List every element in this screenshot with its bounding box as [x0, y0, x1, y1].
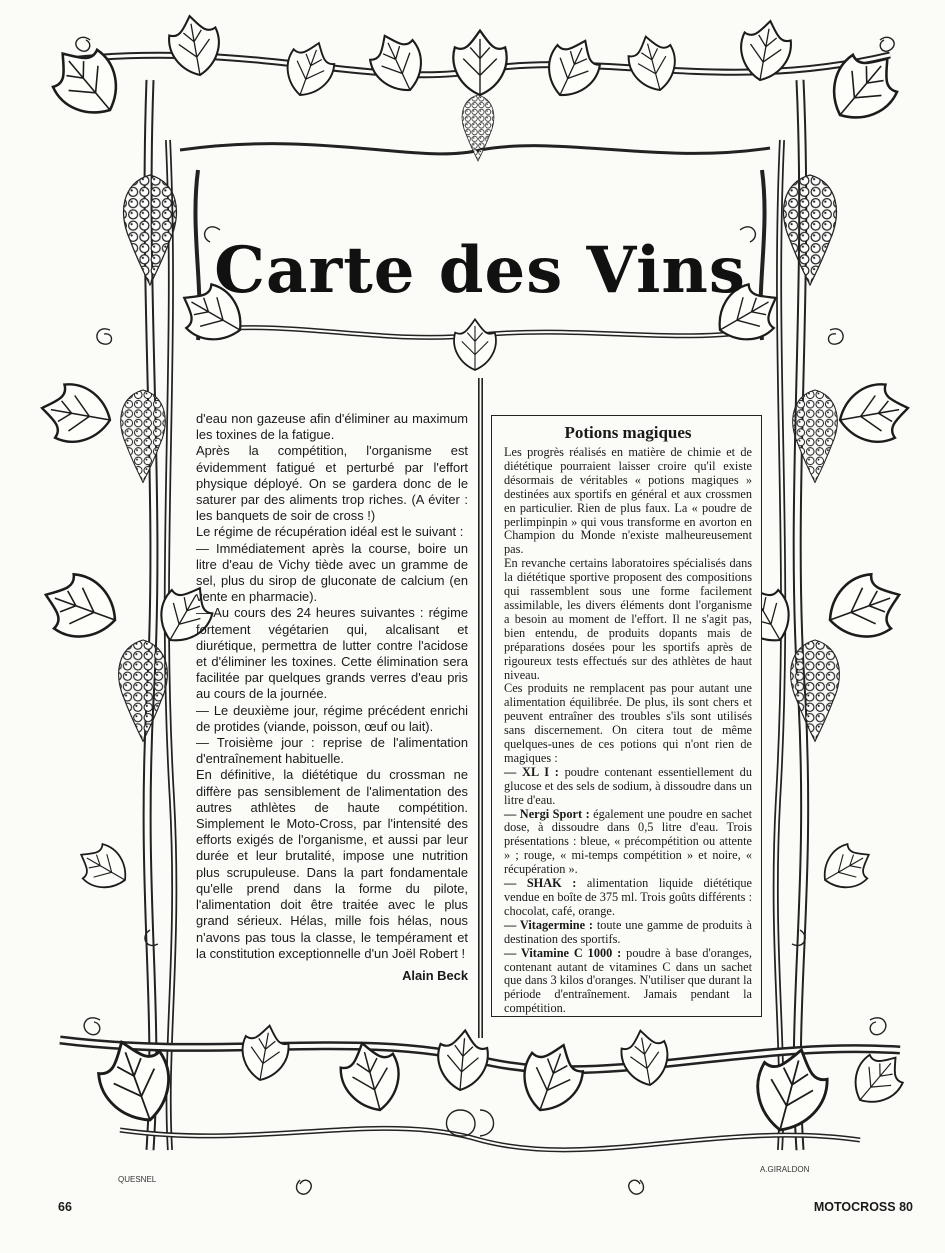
article-paragraph: — Au cours des 24 heures suivantes : régime fortement végétarien qui, alcalisant et diurétique, permettra de lutter contre l'acidose et d'éliminer les toxines. Cette élimination sera facilitée par quelques grands verres d'eau pris au cours de la journée. [196, 605, 468, 702]
product-name: — SHAK : [504, 876, 577, 891]
sidebar-box [491, 415, 762, 1017]
article-paragraph: — Immédiatement après la course, boire un litre d'eau de Vichy tiède avec un gramme de sel, plus du sirop de gluconate de calcium (en vente en pharmacie). [196, 540, 468, 605]
article-paragraph: En définitive, la diététique du crossman ne diffère pas sensiblement de l'alimentation des autres athlètes de haute compétition. Simplement le Moto-Cross, par l'intensité des efforts exigés de l'organisme, et aussi par leur durée et leur brutalité, impose une nutrition plus scrupuleuse. Dans la part fondamentale qu'elle prend dans la forme du pilote, l'alimentation doit être traitée avec le plus grand sérieux. Hélas, mille fois hélas, nous n'avons pas tous la classe, le tempérament et la constitution exceptionnelle d'un Joël Robert ! [196, 767, 468, 961]
product-name: — Nergi Sport : [504, 806, 590, 821]
article-paragraph: Après la compétition, l'organisme est évidemment fatigué et perturbé par l'effort physique déployé. On se gardera donc de le saturer par des aliments trop riches. (A éviter : les banquets de soir de cross !) [196, 443, 468, 524]
artist-signature-right: A.GIRALDON [760, 1165, 810, 1174]
page-number: 66 [58, 1200, 72, 1214]
sidebar-paragraph: Les progrès réalisés en matière de chimie et de diététique pourraient laisser croire qu'il existe désormais de véritables « potions magiques » destinées aux sportifs en général et aux crossmen en particulier. Rien de plus faux. La « poudre de perlimpinpin » qui vous transforme en avorton en Champion du Monde n'existe malheureusement pas. [504, 445, 752, 557]
product-name: — Vitamine C 1000 : [504, 945, 622, 960]
sidebar-paragraph: En revanche certains laboratoires spécialisés dans la diététique sportive proposent des compositions qui rassemblent sous une forme facilement assimilable, les divers éléments dont l'organisme a besoin au moment de l'effort. Il ne s'agit pas, bien entendu, de produits dopants mais de préparations dosées pour les sportifs après de rigoureux tests effectués sur des athlètes de haut niveau. [504, 556, 752, 682]
article-paragraph: — Le deuxième jour, régime précédent enrichi de protides (viande, poisson, œuf ou lait). [196, 702, 468, 734]
product-entry [504, 808, 752, 878]
product-entry [504, 877, 752, 919]
page-title: Carte des Vins [214, 232, 746, 308]
sidebar-heading: Potions magiques [564, 423, 692, 442]
article-paragraph: Le régime de récupération idéal est le suivant : [196, 524, 464, 540]
product-description: également une poudre en sachet dose, à dissoudre dans 0,5 litre d'eau. Trois présentations : bleue, « précompétition ou attente » ; rouge, « mi-temps compétition » et noire, « récupération ». [504, 806, 752, 877]
product-name: — Vitagermine : [504, 917, 593, 932]
artist-signature-left: QUESNEL [118, 1175, 157, 1184]
product-name: — XL I : [504, 764, 559, 779]
sidebar-paragraph: Ces produits ne remplacent pas pour autant une alimentation équilibrée. De plus, ils sont chers et peuvent entraîner des troubles s'ils sont utilisés sans discernement. On citera tout de même quelques-unes de ces potions qui n'ont rien de magiques : [504, 681, 752, 765]
article-paragraph: d'eau non gazeuse afin d'éliminer au maximum les toxines de la fatigue. [196, 411, 468, 443]
article-paragraph: — Troisième jour : reprise de l'alimentation d'entraînement habituelle. [196, 735, 468, 767]
product-entry [504, 919, 752, 947]
product-description: alimentation liquide diététique vendue en boîte de 375 ml. Trois goûts différents : chocolat, café, orange. [504, 876, 753, 918]
product-description: poudre contenant essentiellement du glucose et des sels de sodium, à dissoudre dans un litre d'eau. [504, 764, 752, 807]
vine-center-stem [478, 378, 483, 1038]
article-body [196, 411, 468, 984]
product-description: toute une gamme de produits à destination des sportifs. [504, 917, 752, 946]
product-description: poudre à base d'oranges, contenant autant de vitamines C dans un sachet que dans 3 kilos d'oranges. N'utiliser que durant la période d'entraînement. Jamais pendant la compétition. [504, 945, 753, 1016]
author-signature: Alain Beck [402, 967, 468, 983]
product-entry [504, 766, 752, 808]
magazine-name: MOTOCROSS 80 [813, 1200, 913, 1214]
product-entry [504, 947, 752, 1017]
